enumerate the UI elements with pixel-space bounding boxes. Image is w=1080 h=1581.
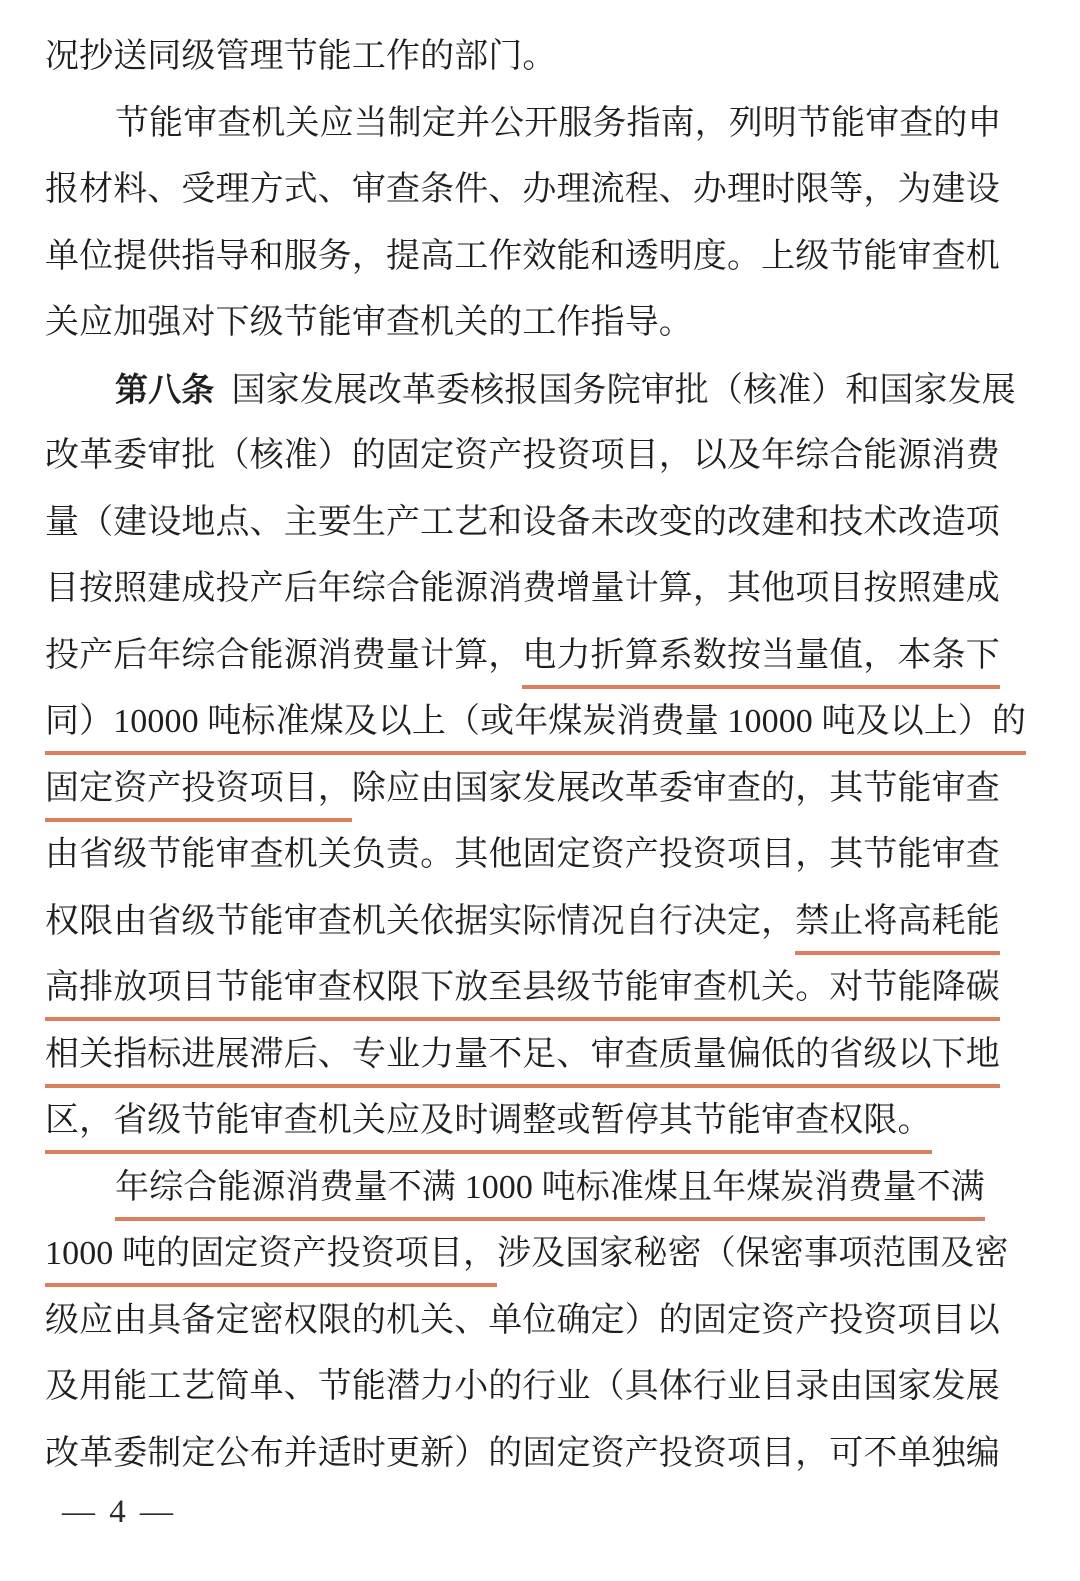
text-line-17 xyxy=(45,1092,1037,1159)
text-segment: 目按照建成投产后年综合能源消费增量计算，其他项目按照建成 xyxy=(45,570,1000,607)
underlined-text-segment: 高排放项目节能审查权限下放至县级节能审查机关。对节能降碳 xyxy=(45,969,1000,1021)
text-line-2 xyxy=(45,95,1037,162)
text-segment: 涉及国家秘密（保密事项范围及密 xyxy=(497,1235,1009,1272)
page-number: — 4 — xyxy=(62,1494,176,1530)
text-line-22 xyxy=(45,1425,1037,1492)
text-line-11 xyxy=(45,693,1037,760)
text-line-13 xyxy=(45,826,1037,893)
text-line-4 xyxy=(45,228,1037,295)
text-segment: 投产后年综合能源消费量计算， xyxy=(45,636,523,674)
text-segment: 级应由具备定密权限的机关、单位确定）的固定资产投资项目以 xyxy=(45,1301,1000,1339)
underlined-text-segment: 同）10000 吨标准煤及以上（或年煤炭消费量 10000 吨及以上）的 xyxy=(45,703,1026,755)
text-segment: 节能审查机关应当制定并公开服务指南，列明节能审查的申 xyxy=(115,104,1002,142)
text-line-5 xyxy=(45,294,1037,361)
text-line-3 xyxy=(45,161,1037,228)
document-body-text xyxy=(45,28,1037,1491)
text-segment: 单位提供指导和服务，提高工作效能和透明度。上级节能审查机 xyxy=(45,237,1000,275)
text-line-6 xyxy=(45,361,1037,428)
text-segment: 权限由省级节能审查机关依据实际情况自行决定， xyxy=(45,902,796,940)
text-line-9 xyxy=(45,560,1037,627)
underlined-text-segment: 区，省级节能审查机关应及时调整或暂停其节能审查权限。 xyxy=(45,1102,932,1154)
text-segment: 况抄送同级管理节能工作的部门。 xyxy=(45,38,557,75)
underlined-text-segment: 1000 吨的固定资产投资项目， xyxy=(45,1235,497,1287)
text-line-18 xyxy=(45,1159,1037,1226)
text-line-8 xyxy=(45,494,1037,561)
underlined-text-segment: 相关指标进展滞后、专业力量不足、审查质量偏低的省级以下地 xyxy=(45,1036,1000,1088)
text-line-15 xyxy=(45,959,1037,1026)
article-number-label: 第八条 xyxy=(115,370,215,408)
text-line-16 xyxy=(45,1026,1037,1093)
text-segment: 改革委审批（核准）的固定资产投资项目，以及年综合能源消费 xyxy=(45,437,1000,474)
text-segment: 改革委制定公布并适时更新）的固定资产投资项目，可不单独编 xyxy=(45,1434,1000,1472)
underlined-text-segment: 禁止将高耗能 xyxy=(795,903,1000,955)
text-line-21 xyxy=(45,1358,1037,1425)
text-segment: 报材料、受理方式、审查条件、办理流程、办理时限等，为建设 xyxy=(45,171,1000,208)
text-line-7 xyxy=(45,427,1037,494)
text-segment: 由省级节能审查机关负责。其他固定资产投资项目，其节能审查 xyxy=(45,836,1000,873)
text-line-10 xyxy=(45,627,1037,694)
text-line-19 xyxy=(45,1225,1037,1292)
text-segment: 关应加强对下级节能审查机关的工作指导。 xyxy=(45,304,693,341)
underlined-text-segment: 固定资产投资项目， xyxy=(45,770,352,822)
text-line-1 xyxy=(45,28,1037,95)
text-line-12 xyxy=(45,760,1037,827)
underlined-text-segment: 电力折算系数按当量值，本条下 xyxy=(522,637,999,689)
text-line-14 xyxy=(45,893,1037,960)
text-segment: 及用能工艺简单、节能潜力小的行业（具体行业目录由国家发展 xyxy=(45,1368,1000,1405)
text-segment: 量（建设地点、主要生产工艺和设备未改变的改建和技术改造项 xyxy=(45,503,1000,541)
text-segment: 除应由国家发展改革委审查的，其节能审查 xyxy=(351,769,1000,807)
text-line-20 xyxy=(45,1292,1037,1359)
underlined-text-segment: 年综合能源消费量不满 1000 吨标准煤且年煤炭消费量不满 xyxy=(115,1169,985,1221)
text-segment: 国家发展改革委核报国务院审批（核准）和国家发展 xyxy=(214,371,1016,409)
